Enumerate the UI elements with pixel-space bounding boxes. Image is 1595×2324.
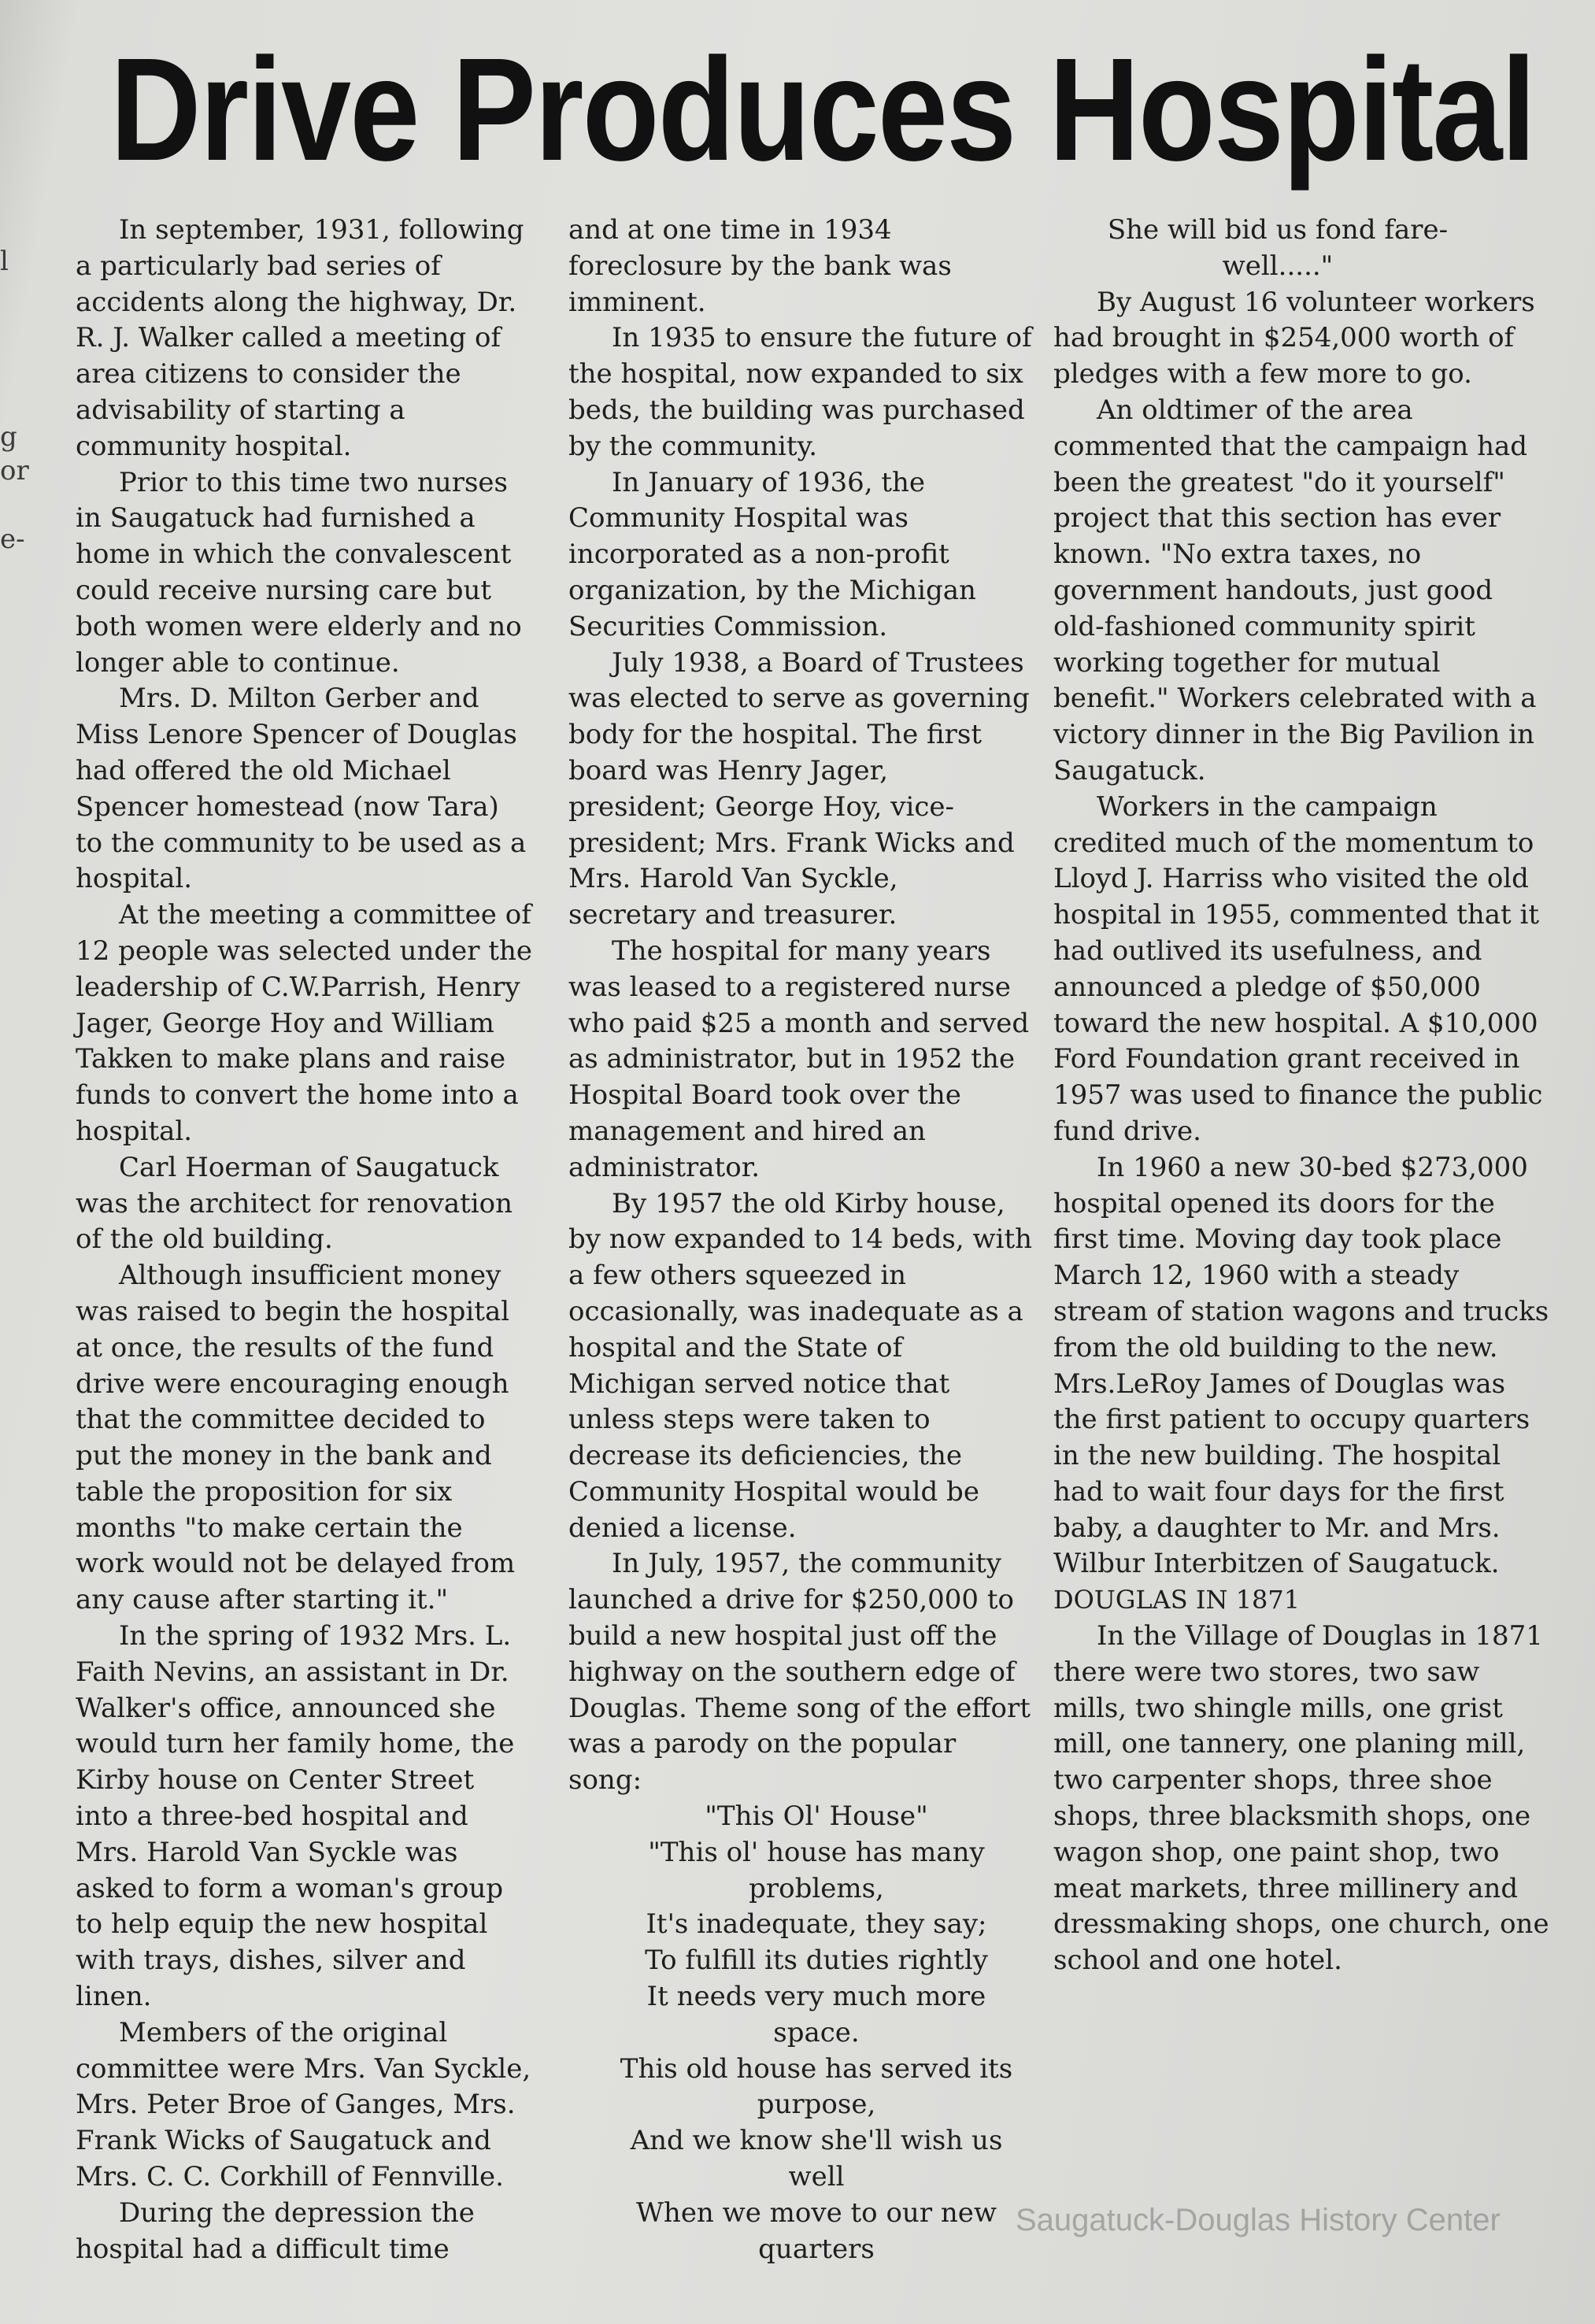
paragraph: By 1957 the old Kirby house, by now expanded to 14 beds, with a few others squeezed in occasionally, was inadequate as a hospital and the State of Michigan served notice that unless steps were taken to decrease its deficiencies, the Community Hospital would be denied a license.: [568, 1187, 1033, 1544]
article-column-2: [568, 213, 1033, 2267]
paragraph: Although insufficient money was raised to begin the hospital at once, the results of the fund drive were encouraging enough that the committee decided to put the money in the bank and table the proposition for six months "to make certain the work would not be delayed from any cause after starting it.": [76, 1260, 516, 1616]
poem-line: It needs very much more space.: [646, 1981, 986, 2048]
paragraph: At the meeting a committee of 12 people was selected under the leadership of C.W.Parrish, Henry Jager, George Hoy and William Takken to make plans and raise funds to convert the home into a hospital.: [76, 899, 533, 1147]
paragraph: The hospital for many years was leased to a registered nurse who paid $25 a month and served as administrator, but in 1952 the Hospital Board took over the management and hired an administrator.: [568, 934, 1030, 1183]
article-column-1: [76, 213, 532, 2267]
paragraph: Members of the original committee were Mrs. Van Syckle, Mrs. Peter Broe of Ganges, Mrs. Frank Wicks of Saugatuck and Mrs. C. C. Corkhill of Fennville.: [76, 2016, 531, 2193]
paragraph: In 1960 a new 30-bed $273,000 hospital opened its doors for the first time. Moving day took place March 12, 1960 with a steady stream of station wagons and trucks from the old building to the new. Mrs.LeRoy James of Douglas was the first patient to occupy quarters in the new building. The hospital had to wait four days for the first baby, a daughter to Mr. and Mrs. Wilbur Interbitzen of Saugatuck.: [1053, 1151, 1549, 1580]
paragraph: Carl Hoerman of Saugatuck was the architect for renovation of the old building.: [76, 1151, 513, 1256]
paragraph: Prior to this time two nurses in Saugatuck had furnished a home in which the convalescent could receive nursing care but both women were elderly and no longer able to continue.: [76, 466, 522, 679]
poem-line: To fulfill its duties rightly: [645, 1945, 988, 1977]
paragraph-continuation: and at one time in 1934 foreclosure by the bank was imminent.: [568, 214, 952, 318]
section-heading: DOUGLAS IN 1871: [1053, 1585, 1301, 1615]
song-parody: [568, 1799, 1033, 2267]
poem-line: And we know she'll wish us well: [630, 2125, 1003, 2193]
paragraph: In 1935 to ensure the future of the hospital, now expanded to six beds, the building was purchased by the community.: [568, 322, 1032, 462]
edge-fragment: g: [0, 421, 17, 453]
poem-line: She will bid us fond fare-: [1107, 214, 1449, 246]
poem-line: This old house has served its purpose,: [620, 2052, 1013, 2121]
article-column-3: [1053, 213, 1549, 1979]
paragraph: During the depression the hospital had a difficult time: [76, 2196, 475, 2265]
edge-fragment: l: [0, 246, 9, 277]
paragraph: In July, 1957, the community launched a drive for $250,000 to build a new hospital just off the highway on the southern edge of Douglas. Theme song of the effort was a parody on the popular song:: [568, 1548, 1031, 1797]
paragraph: Mrs. D. Milton Gerber and Miss Lenore Spencer of Douglas had offered the old Michael Spencer homestead (now Tara) to the community to be used as a hospital.: [76, 683, 527, 895]
article-headline: Drive Produces Hospital: [110, 28, 1535, 191]
paragraph: By August 16 volunteer workers had brought in $254,000 worth of pledges with a few more to go.: [1053, 286, 1535, 390]
paragraph: An oldtimer of the area commented that the campaign had been the greatest "do it yourself" project that this section has ever known. "No extra taxes, no government handouts, just good old-fashioned community spirit working together for mutual benefit." Workers celebrated with a victory dinner in the Big Pavilion in Saugatuck.: [1053, 394, 1537, 786]
paragraph: July 1938, a Board of Trustees was elected to serve as governing body for the hospital. The first board was Henry Jager, president; George Hoy, vice-president; Mrs. Frank Wicks and Mrs. Harold Van Syckle, secretary and treasurer.: [568, 646, 1030, 931]
song-parody-end: [1053, 213, 1549, 285]
paragraph: Workers in the campaign credited much of the momentum to Lloyd J. Harriss who visited the old hospital in 1955, commented that it had outlived its usefulness, and announced a pledge of $50,000 toward the new hospital. A $10,000 Ford Foundation grant received in 1957 was used to finance the public fund drive.: [1053, 790, 1543, 1147]
edge-fragment: e-: [0, 524, 25, 555]
archive-watermark: Saugatuck-Douglas History Center: [1016, 2203, 1501, 2237]
poem-line: "This ol' house has many problems,: [648, 1836, 985, 1904]
paragraph: In september, 1931, following a particularly bad series of accidents along the highway, Dr. R. J. Walker called a meeting of area citizens to consider the advisability of starting a community hospital.: [76, 214, 524, 462]
paragraph: In January of 1936, the Community Hospital was incorporated as a non-profit organization, by the Michigan Securities Commission.: [568, 466, 976, 642]
paragraph: In the spring of 1932 Mrs. L. Faith Nevins, an assistant in Dr. Walker's office, announced she would turn her family home, the Kirby house on Center Street into a three-bed hospital and Mrs. Harold Van Syckle was asked to form a woman's group to help equip the new hospital with trays, dishes, silver and linen.: [76, 1620, 515, 2013]
poem-line: "This Ol' House": [705, 1800, 928, 1833]
poem-line: well.....": [1222, 250, 1334, 282]
poem-line: When we move to our new quarters: [635, 2196, 997, 2265]
paragraph: In the Village of Douglas in 1871 there were two stores, two saw mills, two shingle mills, one grist mill, one tannery, one planing mill, two carpenter shops, three shoe shops, three blacksmith shops, one wagon shop, one paint shop, two meat markets, three millinery and dressmaking shops, one church, one school and one hotel.: [1053, 1620, 1549, 1977]
poem-line: It's inadequate, they say;: [646, 1908, 987, 1941]
edge-fragment: or: [0, 455, 29, 487]
